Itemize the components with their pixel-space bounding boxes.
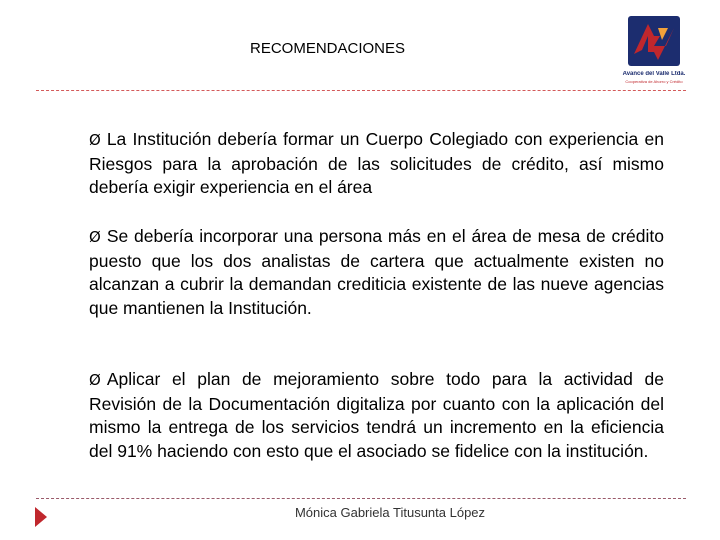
list-item — [89, 128, 664, 200]
triangle-arrow-icon — [35, 507, 47, 527]
recommendation-text: Aplicar el plan de mejoramiento sobre todo para la actividad de Revisión de la Documentación digitaliza por cuanto con la aplicación del mismo la entrega de los servicios tendrá un incremento en la eficiencia del 91% haciendo con esto que el asociado se fidelice con la institución. — [89, 369, 664, 461]
list-item — [89, 225, 664, 320]
footer-divider — [36, 498, 686, 499]
logo-subcaption: Cooperativa de Ahorro y Crédito — [625, 79, 683, 84]
recommendation-text: Se debería incorporar una persona más en el área de mesa de crédito puesto que los dos analistas de cartera que actualmente existen no alcanzan a cubrir la demandan crediticia existente de las nueve agencias que mantienen la Institución. — [89, 226, 664, 318]
recommendation-text: La Institución debería formar un Cuerpo Colegiado con experiencia en Riesgos para la aprobación de las solicitudes de crédito, así mismo debería exigir experiencia en el área — [89, 129, 664, 197]
footer-author: Mónica Gabriela Titusunta López — [294, 505, 486, 520]
company-logo — [620, 16, 688, 88]
logo-caption: Avance del Valle Ltda. — [622, 71, 686, 77]
bullet-arrow-icon: Ø — [89, 131, 101, 149]
bullet-arrow-icon: Ø — [89, 371, 101, 389]
page-title: RECOMENDACIONES — [250, 40, 406, 57]
list-item — [89, 368, 664, 463]
header-divider — [36, 90, 686, 91]
logo-mark — [628, 16, 680, 66]
bullet-arrow-icon: Ø — [89, 228, 101, 246]
avance-logo-icon — [628, 16, 680, 66]
